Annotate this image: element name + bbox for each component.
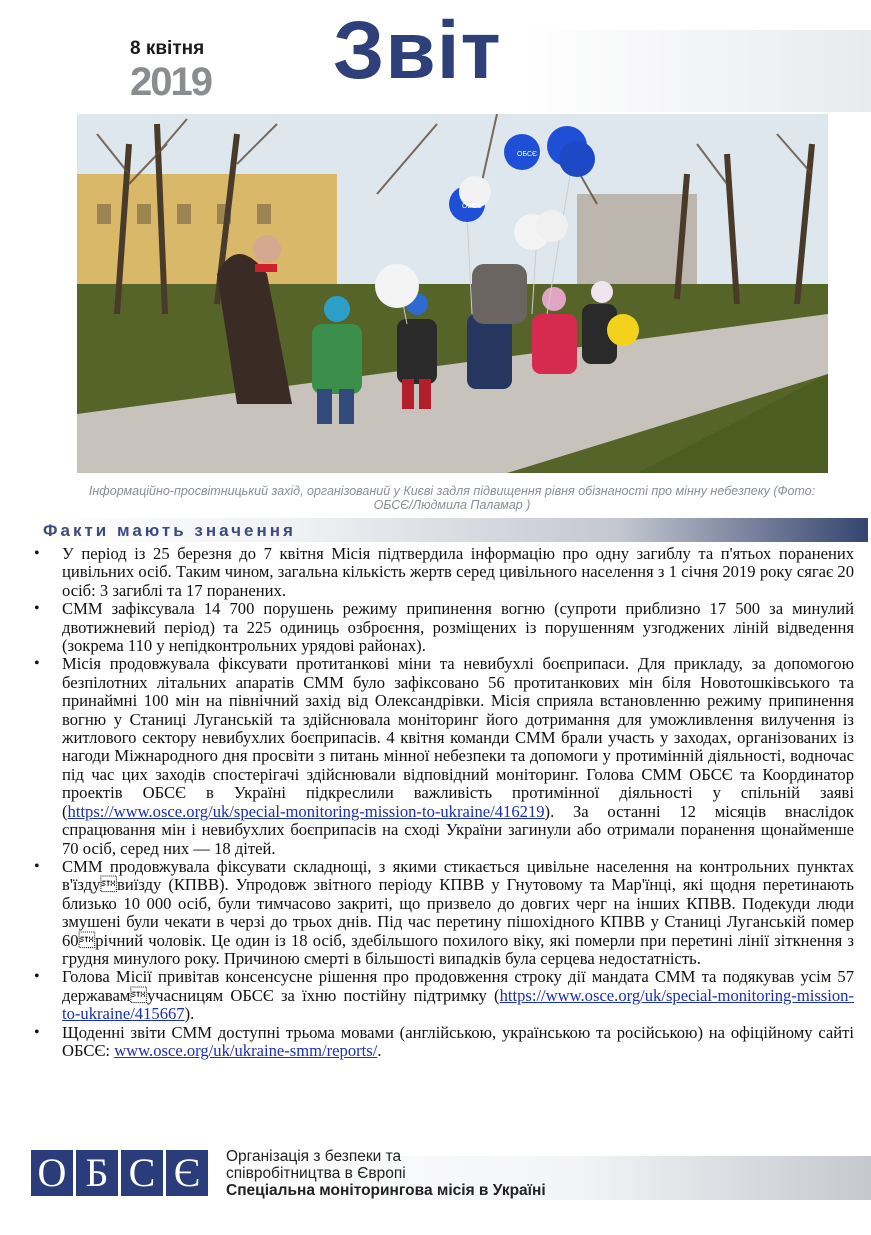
osce-logo (31, 1150, 208, 1196)
org-line: Організація з безпеки та (226, 1148, 402, 1165)
fact-text: Місія продовжувала фіксувати протитанкові міни та невибухлі боєприпаси. Для прикладу, за допомогою безпілотних літальних апаратів СММ було зафіксовано 56 протитанкових мін біля Новотошківського та принаймні 100 мін на північний захід від Олександрівки. Місія сприяла встановленню режиму припинення вогню у Станиці Луганській та здійснювала моніторинг його дотримання для уможливлення вилучення із житлового сектору невибухлих боєприпасів. 4 квітня команди СММ брали участь у заходах, організованих із нагоди Міжнародного дня просвіти з питань мінної небезпеки та допомоги у протимінній діяльності, водночас під час цих заходів спостерігачі здійснювали відповідний моніторинг. Голова СММ ОБСЄ та Координатор проектів ОБСЄ в Україні підкреслили важливість протимінної діяльності у спільній заяві ( (62, 654, 854, 821)
report-date-day: 8 квітня (130, 38, 205, 59)
fact-item (30, 858, 854, 968)
event-photo (77, 114, 828, 473)
fact-text: . (377, 1040, 382, 1060)
fact-text: ). (184, 1004, 195, 1024)
logo-letter: Б (76, 1150, 118, 1196)
fact-item (30, 968, 854, 1023)
org-line: співробітництва в Європі (226, 1165, 406, 1182)
photo-caption: Інформаційно-просвітницький захід, організований у Києві задля підвищення рівня обізнаності про мінну небезпеку (Фото: ОБСЄ/Людмила Паламар ) (88, 484, 816, 512)
fact-text: Щоденні звіти СММ доступні трьома мовами (англійською, українською та російською) на офіційному сайті ОБСЄ: (62, 1022, 854, 1060)
fact-text: Голова Місії привітав консенсусне рішення про продовження строку дії мандата СММ та подякував усім 57 державамучасницям ОБСЄ за їхню постійну підтримку ( (62, 967, 854, 1005)
osce-statement-link[interactable]: https://www.osce.org/uk/special-monitoring-mission-to-ukraine/416219 (67, 801, 545, 821)
page-title: Звіт (333, 5, 502, 96)
fact-item (30, 1024, 854, 1061)
smm-reports-link[interactable]: www.osce.org/uk/ukraine-smm/reports/ (114, 1040, 378, 1060)
osce-mandate-link[interactable]: https://www.osce.org/uk/special-monitoring-mission-to-ukraine/415667 (62, 985, 854, 1024)
section-title: Факти мають значення (43, 521, 296, 540)
balloon-label: ОБСЄ (517, 151, 538, 158)
fact-text: У період із 25 березня до 7 квітня Місія підтвердила інформацію про одну загиблу та п'ятьох поранених цивільних осіб. Таким чином, загальна кількість жертв серед цивільного населення з 1 січня 2019 року сягає 20 осіб: 3 загиблі та 17 поранених. (62, 544, 854, 600)
fact-text: СММ зафіксувала 14 700 порушень режиму припинення вогню (супроти приблизно 17 500 за минулий двотижневий період) та 225 одиниць озброєння, розміщених із порушенням узгоджених ліній відведення (зокрема 110 у непідконтрольних урядові районах). (62, 599, 854, 656)
organization-name (226, 1148, 546, 1199)
logo-letter: С (121, 1150, 163, 1196)
balloon-label: ОБСЄ (462, 203, 483, 210)
logo-letter: О (31, 1150, 73, 1196)
facts-list (30, 545, 854, 1060)
facts-list-container (30, 545, 854, 1060)
fact-text: ). За останні 12 місяців внаслідок спрацювання мін і невибухлих боєприпасів на сході України загинули або отримали поранення щонайменше 70 осіб, серед них — 18 дітей. (62, 801, 854, 858)
mission-name: Спеціальна моніторингова місія в Україні (226, 1182, 546, 1199)
header-gradient-bar (520, 30, 871, 112)
report-date-year: 2019 (130, 60, 211, 104)
fact-item (30, 600, 854, 655)
fact-item (30, 545, 854, 600)
logo-letter: Є (166, 1150, 208, 1196)
fact-item (30, 655, 854, 857)
fact-text: СММ продовжувала фіксувати складнощі, з якими стикається цивільне населення на контрольних пунктах в'їздувиїзду (КПВВ). Упродовж звітного періоду КПВВ у Гнутовому та Мар'їнці, які щодня перетинають близько 10 000 осіб, були тимчасово закриті, що призвело до довгих черг на інших КПВВ. Подекуди люди змушені були чекати в черзі до трьох днів. Під час перетину пішохідного КПВВ у Станиці Луганській помер 60річний чоловік. Це один із 18 осіб, здебільшого похилого віку, які померли при перетині лінії зіткнення з грудня минулого року. Причиною смерті в більшості випадків була серцева недостатність. (62, 856, 854, 968)
